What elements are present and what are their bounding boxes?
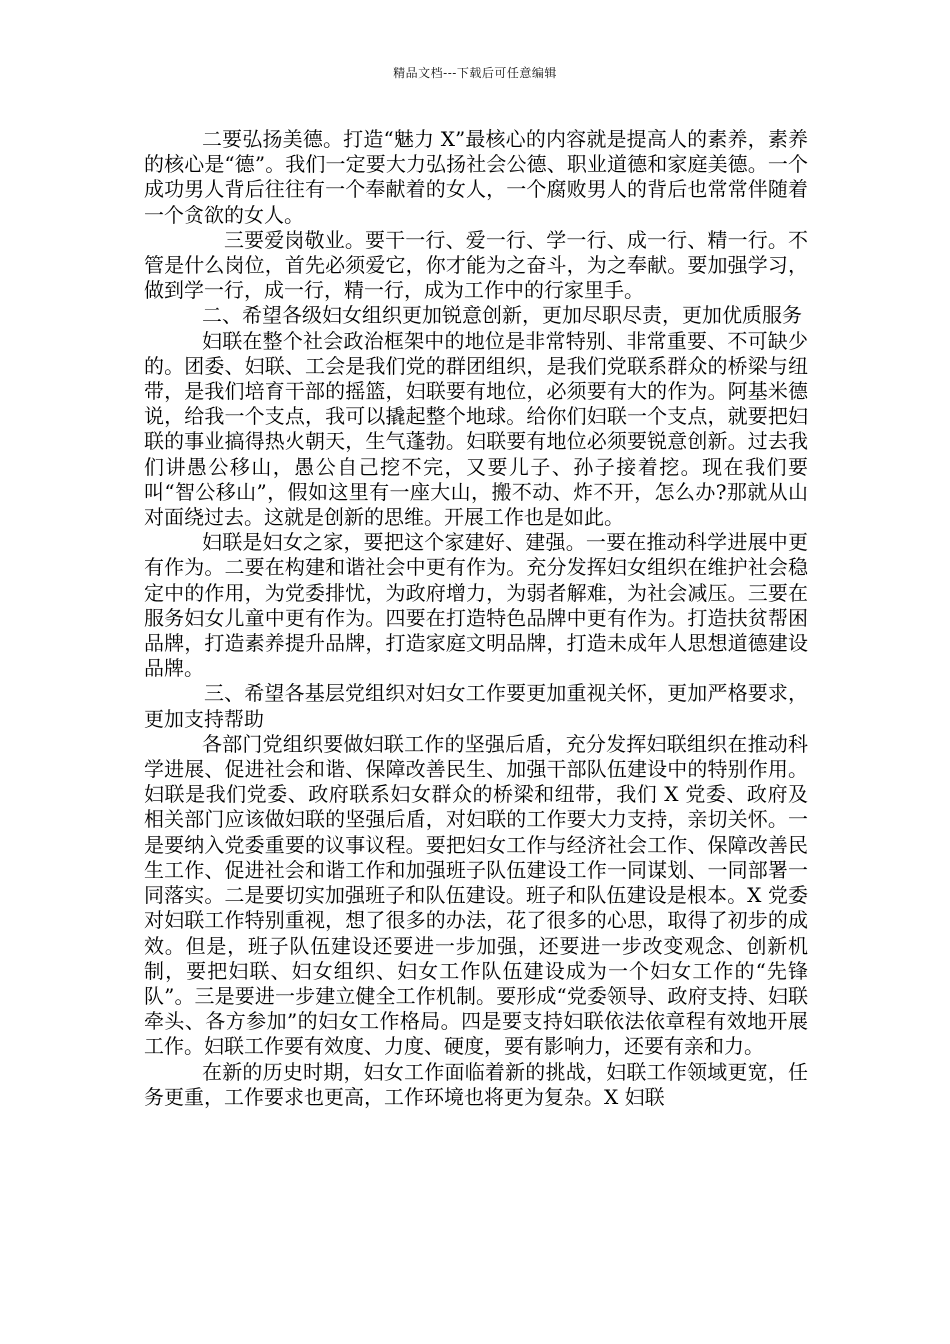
paragraph-womens-home: 妇联是妇女之家，要把这个家建好、建强。一要在推动科学进展中更有作为。二要在构建和谐社会中更有作为。充分发挥妇女组织在维护社会稳定中的作用，为党委排忧，为政府增力，为弱者解难，为社会减压。三要在服务妇女儿童中更有作为。四要在打造特色品牌中更有作为。打造扶贫帮困品牌，打造素养提升品牌，打造家庭文明品牌，打造未成年人思想道德建设品牌。 [144, 530, 808, 681]
section-heading-3: 三、希望各基层党组织对妇女工作要更加重视关怀，更加严格要求，更加支持帮助 [144, 681, 808, 731]
document-body [144, 127, 808, 1110]
paragraph-party-support: 各部门党组织要做妇联工作的坚强后盾，充分发挥妇联组织在推动科学进展、促进社会和谐、保障改善民生、加强干部队伍建设中的特别作用。妇联是我们党委、政府联系妇女群众的桥梁和纽带，我们 X 党委、政府及相关部门应该做妇联的坚强后盾，对妇联的工作要大力支持，亲切关怀。一是要纳入党委重要的议事议程。要把妇女工作与经济社会工作、保障改善民生工作、促进社会和谐工作和加强班子队伍建设工作一同谋划、一同部署一同落实。二是要切实加强班子和队伍建设。班子和队伍建设是根本。X 党委对妇联工作特别重视，想了很多的办法，花了很多的心思，取得了初步的成效。但是，班子队伍建设还要进一步加强，还要进一步改变观念、创新机制，要把妇联、妇女组织、妇女工作队伍建设成为一个妇女工作的“先锋队”。三是要进一步建立健全工作机制。要形成“党委领导、政府支持、妇联牵头、各方参加”的妇女工作格局。四是要支持妇联依法依章程有效地开展工作。妇联工作要有效度、力度、硬度，要有影响力，还要有亲和力。 [144, 731, 808, 1059]
paragraph-new-era: 在新的历史时期，妇女工作面临着新的挑战，妇联工作领域更宽，任务更重，工作要求也更高，工作环境也将更为复杂。X 妇联 [144, 1059, 808, 1109]
paragraph-womens-federation-role: 妇联在整个社会政治框架中的地位是非常特别、非常重要、不可缺少的。团委、妇联、工会是我们党的群团组织，是我们党联系群众的桥梁与纽带，是我们培育干部的摇篮，妇联要有地位，必须要有大的作为。阿基米德说，给我一个支点，我可以撬起整个地球。给你们妇联一个支点，就要把妇联的事业搞得热火朝天，生气蓬勃。妇联要有地位必须要锐意创新。过去我们讲愚公移山，愚公自己挖不完，又要儿子、孙子接着挖。现在我们要叫“智公移山”，假如这里有一座大山，搬不动、炸不开，怎么办?那就从山对面绕过去。这就是创新的思维。开展工作也是如此。 [144, 328, 808, 530]
paragraph-promote-virtue: 二要弘扬美德。打造“魅力 X”最核心的内容就是提高人的素养，素养的核心是“德”。我们一定要大力弘扬社会公德、职业道德和家庭美德。一个成功男人背后往往有一个奉献着的女人，一个腐败男人的背后也常常伴随着一个贪欲的女人。 [144, 127, 808, 227]
section-heading-2: 二、希望各级妇女组织更加锐意创新，更加尽职尽责，更加优质服务 [202, 303, 802, 328]
paragraph-love-job: 三要爱岗敬业。要干一行、爱一行、学一行、成一行、精一行。不管是什么岗位，首先必须爱它，你才能为之奋斗，为之奉献。要加强学习，做到学一行，成一行，精一行，成为工作中的行家里手。 [144, 227, 808, 303]
page-header: 精品文档---下载后可任意编辑 [393, 66, 557, 80]
